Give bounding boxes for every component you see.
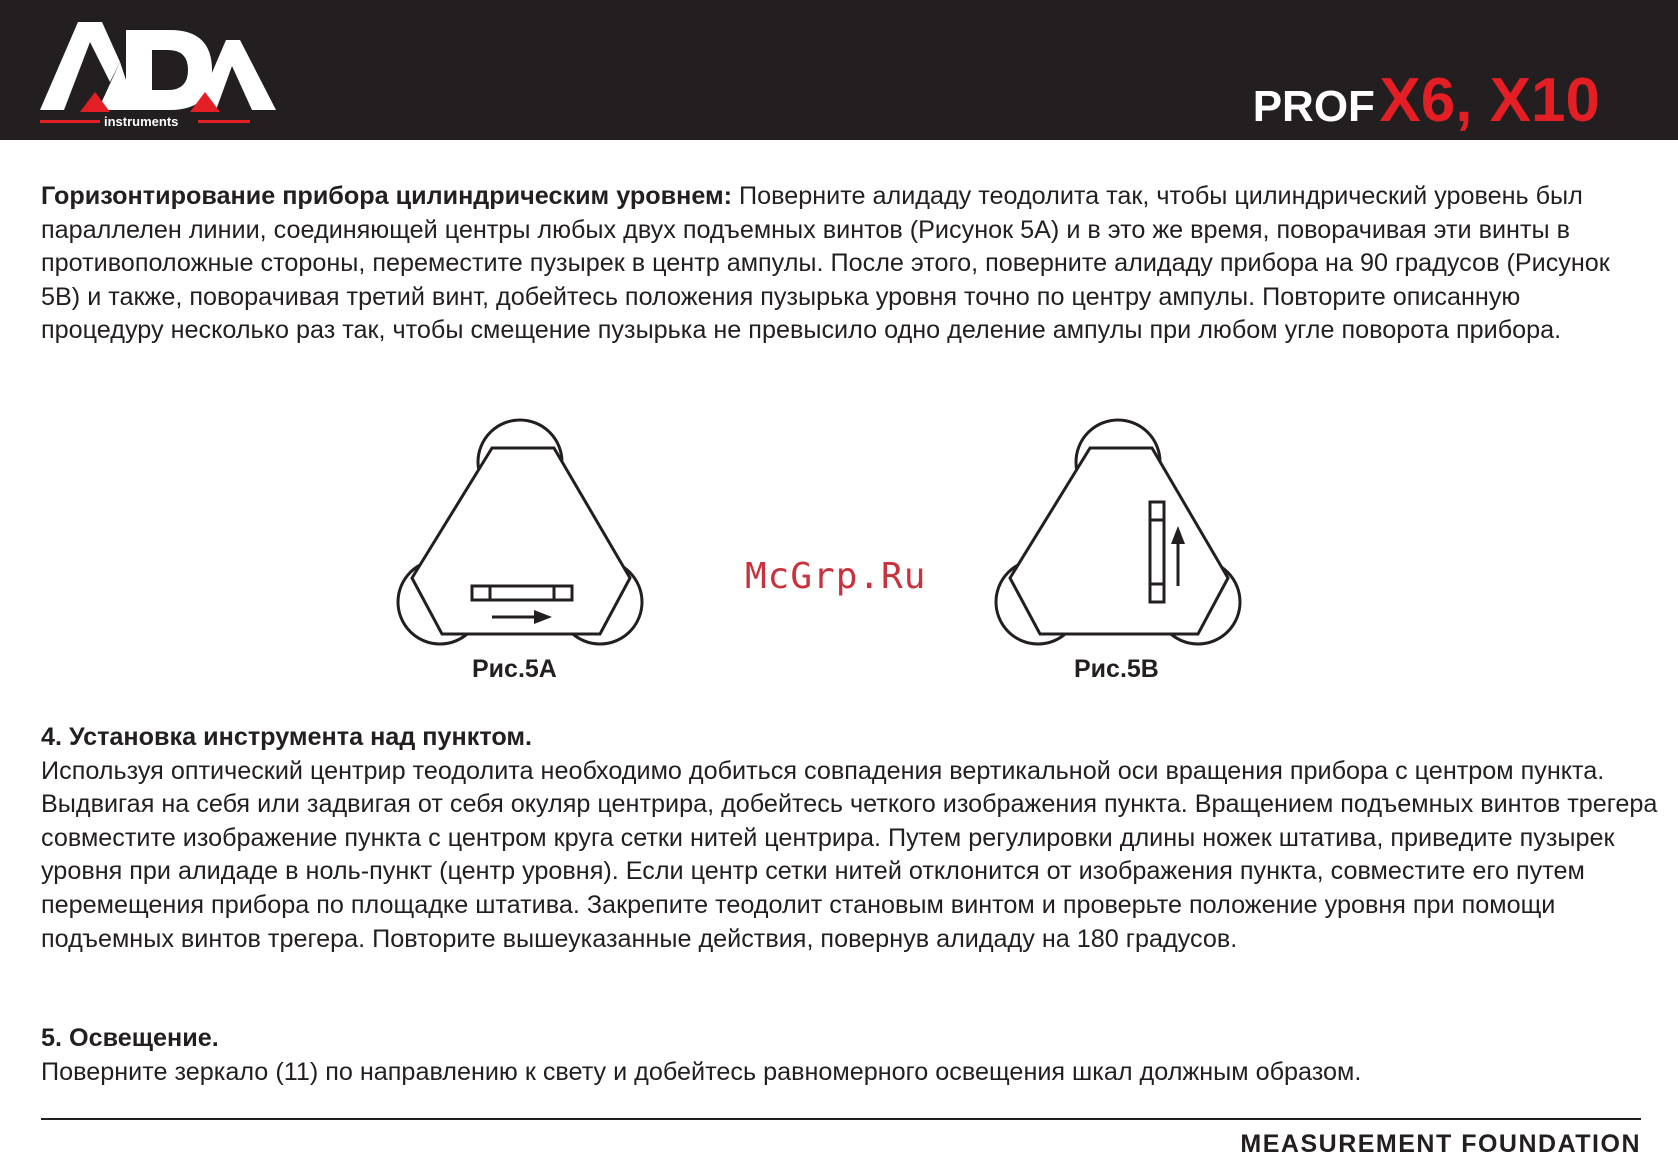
section-5-title: 5. Освещение. [41, 1024, 219, 1052]
section-4 [41, 721, 1661, 956]
model-prefix: PROF [1252, 82, 1375, 131]
section-5-text: Поверните зеркало (11) по направлению к свету и добейтесь равномерного освещения шкал должным образом. [41, 1057, 1362, 1086]
intro-paragraph [41, 180, 1641, 348]
page-header [0, 0, 1678, 140]
ada-logo-icon [40, 22, 276, 140]
svg-text:instruments: instruments [104, 114, 179, 129]
figures-row [0, 410, 1678, 700]
figure-5b-icon [992, 410, 1252, 650]
figure-5b-caption: Рис.5В [1074, 655, 1159, 683]
model-title [1252, 66, 1600, 135]
section-5 [41, 1022, 1661, 1089]
figure-5a-caption: Рис.5А [472, 655, 557, 683]
footer-divider [41, 1118, 1641, 1120]
ada-logo [40, 22, 276, 140]
watermark: McGrp.Ru [745, 556, 927, 597]
footer-brand-text: MEASUREMENT FOUNDATION [1240, 1130, 1641, 1158]
intro-text: Поверните алидаду теодолита так, чтобы цилиндрический уровень был параллелен линии, соединяющей центры любых двух подъемных винтов (Рисунок 5А) и в это же время, поворачивая эти винты в противоположные стороны, переместите пузырек в центр ампулы. После этого, поверните алидаду прибора на 90 градусов (Рисунок 5В) и также, поворачивая третий винт, добейтесь положения пузырька уровня точно по центру ампулы. Повторите описанную процедуру несколько раз так, чтобы смещение пузырька не превысило одно деление ампулы при любом угле поворота прибора. [41, 182, 1610, 345]
figure-5a-icon [394, 410, 654, 650]
model-names: X6, X10 [1379, 66, 1600, 135]
intro-bold-lead: Горизонтирование прибора цилиндрическим уровнем: [41, 182, 733, 210]
section-4-text: Используя оптический центрир теодолита необходимо добиться совпадения вертикальной оси вращения прибора с центром пункта. Выдвигая на себя или задвигая от себя окуляр центрира, добейтесь четкого изображения пункта. Вращением подъемных винтов трегера совместите изображение пункта с центром круга сетки нитей центрира. Путем регулировки длины ножек штатива, приведите пузырек уровня при алидаде в ноль-пункт (центр уровня). Если центр сетки нитей отклонится от изображения пункта, совместите его путем перемещения прибора по площадке штатива. Закрепите теодолит становым винтом и проверьте положение уровня при помощи подъемных винтов трегера. Повторите вышеуказанные действия, повернув алидаду на 180 градусов. [41, 756, 1658, 953]
intro-section [41, 180, 1641, 348]
section-4-title: 4. Установка инструмента над пунктом. [41, 723, 533, 751]
